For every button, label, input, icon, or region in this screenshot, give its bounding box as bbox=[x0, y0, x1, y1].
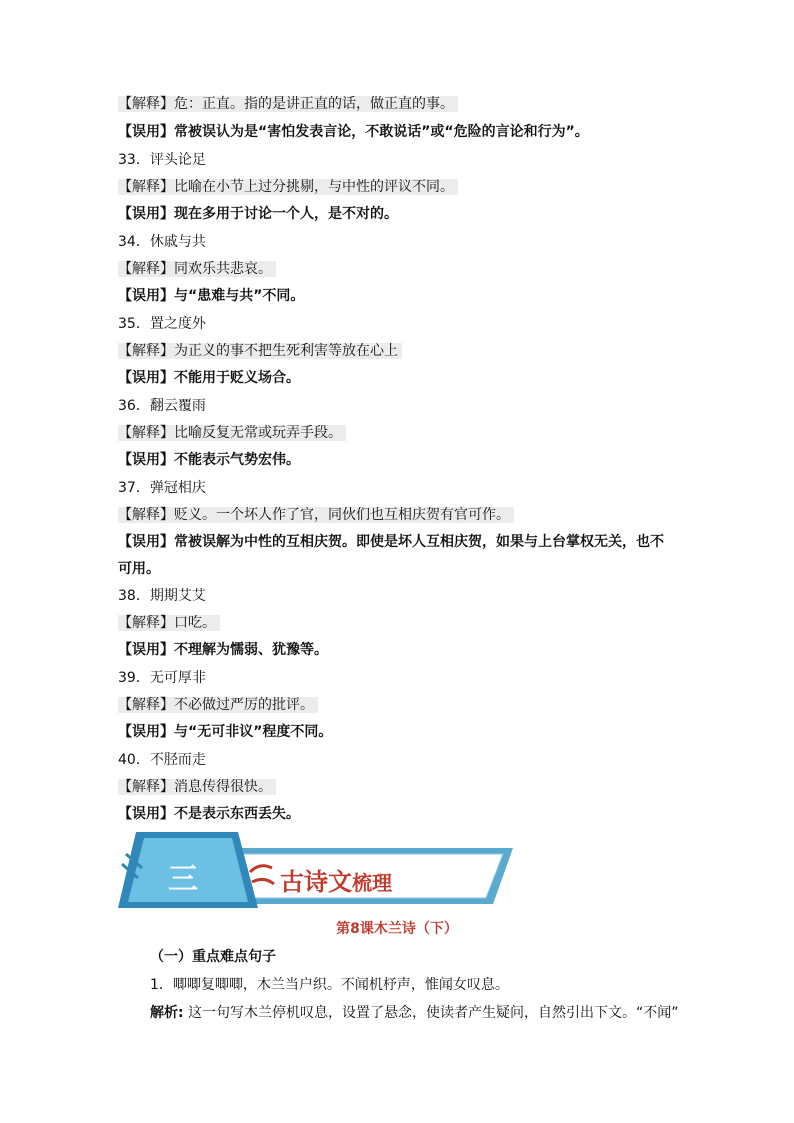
idiom-title: 40．不胫而走 bbox=[118, 752, 206, 768]
misuse-line: 【误用】不能用于贬义场合。 bbox=[118, 370, 300, 386]
explanation-line: 【解释】不必做过严厉的批评。 bbox=[118, 695, 318, 715]
analysis-line bbox=[150, 1002, 679, 1022]
misuse-line: 【误用】不是表示东西丢失。 bbox=[118, 806, 300, 822]
sentence-line: 1．唧唧复唧唧，木兰当户织。不闻机杼声，惟闻女叹息。 bbox=[150, 977, 509, 993]
section-heading: （一）重点难点句子 bbox=[150, 949, 276, 965]
idiom-title: 36．翻云覆雨 bbox=[118, 398, 206, 414]
analysis-text: 这一句写木兰停机叹息，设置了悬念，使读者产生疑问，自然引出下文。“不闻” bbox=[183, 1005, 679, 1021]
misuse-line: 【误用】与“患难与共”不同。 bbox=[118, 288, 305, 304]
misuse-line: 【误用】常被误解为中性的互相庆贺。即使是坏人互相庆贺，如果与上台掌权无关，也不 bbox=[118, 534, 664, 550]
lesson-title: 第8课木兰诗（下） bbox=[336, 921, 458, 937]
explanation-line: 【解释】同欢乐共悲哀。 bbox=[118, 259, 276, 279]
explanation-line: 【解释】贬义。一个坏人作了官，同伙们也互相庆贺有官可作。 bbox=[118, 505, 514, 525]
misuse-line: 【误用】常被误认为是“害怕发表言论，不敢说话”或“危险的言论和行为”。 bbox=[118, 124, 589, 140]
misuse-line: 【误用】与“无可非议”程度不同。 bbox=[118, 724, 333, 740]
misuse-line: 【误用】不理解为懦弱、犹豫等。 bbox=[118, 642, 328, 658]
explanation-line: 【解释】口吃。 bbox=[118, 613, 220, 633]
section-banner bbox=[118, 826, 518, 910]
misuse-line: 【误用】现在多用于讨论一个人，是不对的。 bbox=[118, 206, 398, 222]
banner-number: 三 bbox=[168, 862, 198, 897]
explanation-line: 【解释】为正义的事不把生死利害等放在心上 bbox=[118, 341, 402, 361]
explanation-line: 【解释】消息传得很快。 bbox=[118, 777, 276, 797]
idiom-title: 39．无可厚非 bbox=[118, 670, 206, 686]
idiom-title: 34．休戚与共 bbox=[118, 234, 206, 250]
analysis-label: 解析: bbox=[150, 1005, 184, 1021]
idiom-title: 33．评头论足 bbox=[118, 152, 206, 168]
banner-subtitle: 梳理 bbox=[352, 871, 392, 895]
explanation-line: 【解释】比喻在小节上过分挑剔，与中性的评议不同。 bbox=[118, 177, 458, 197]
misuse-line: 【误用】不能表示气势宏伟。 bbox=[118, 452, 300, 468]
misuse-line-continued: 可用。 bbox=[118, 561, 160, 577]
explanation-line: 【解释】危：正直。指的是讲正直的话，做正直的事。 bbox=[118, 94, 458, 114]
banner-title: 古诗文 bbox=[280, 867, 352, 896]
idiom-title: 35．置之度外 bbox=[118, 316, 206, 332]
idiom-title: 37．弹冠相庆 bbox=[118, 480, 206, 496]
explanation-line: 【解释】比喻反复无常或玩弄手段。 bbox=[118, 423, 346, 443]
idiom-title: 38．期期艾艾 bbox=[118, 588, 206, 604]
